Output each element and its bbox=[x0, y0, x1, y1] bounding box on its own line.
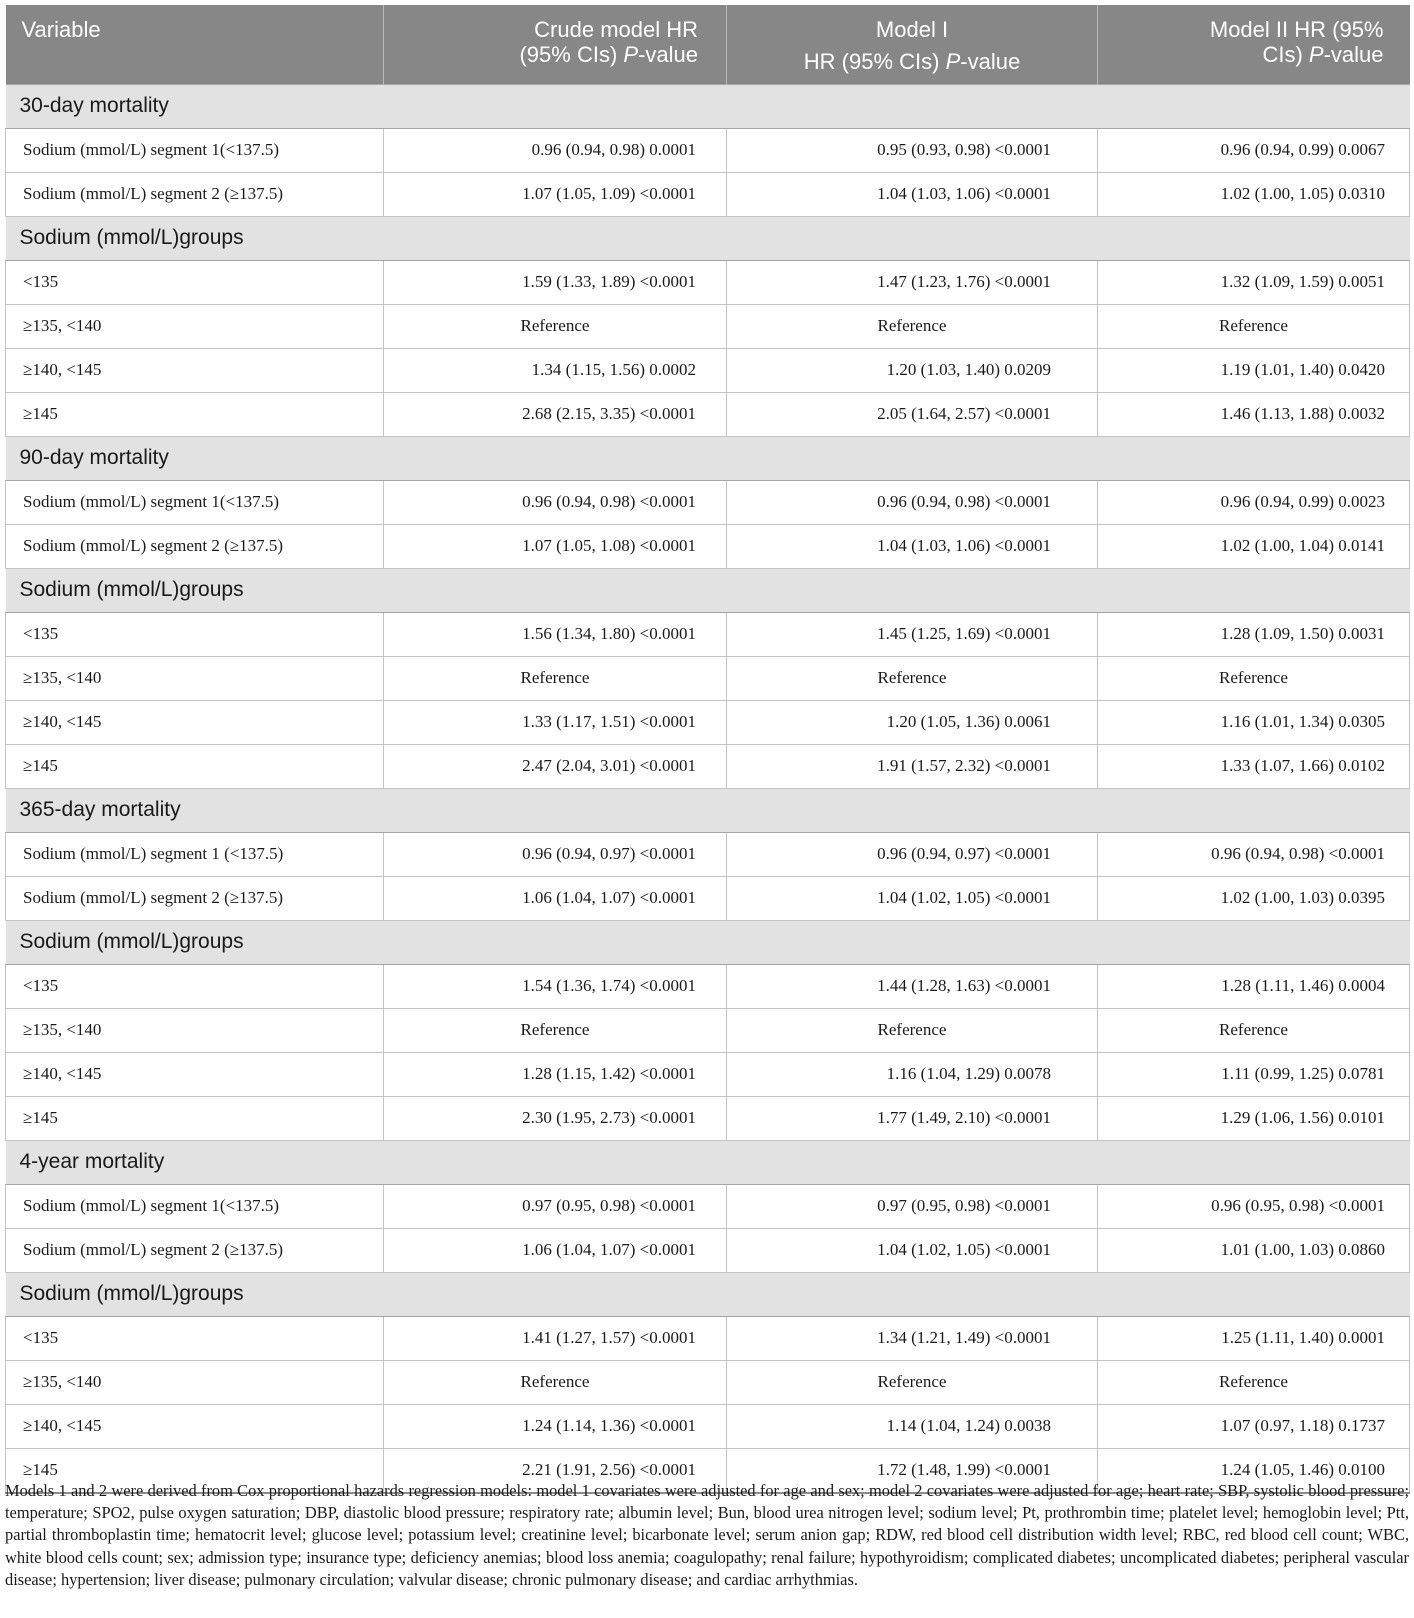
row-crude-value: 0.96 (0.94, 0.97) <0.0001 bbox=[384, 832, 727, 876]
section-title: 30-day mortality bbox=[6, 84, 1410, 128]
row-model1-value: 1.04 (1.03, 1.06) <0.0001 bbox=[727, 172, 1098, 216]
header-crude-model bbox=[384, 5, 727, 84]
table-row bbox=[6, 1404, 1410, 1448]
row-model2-value: 1.07 (0.97, 1.18) 0.1737 bbox=[1098, 1404, 1410, 1448]
header-model2-line1: Model II HR (95% bbox=[1209, 17, 1384, 42]
row-model2-value: 1.02 (1.00, 1.03) 0.0395 bbox=[1098, 876, 1410, 920]
section-title: Sodium (mmol/L)groups bbox=[6, 568, 1410, 612]
row-crude-value: 1.07 (1.05, 1.08) <0.0001 bbox=[384, 524, 727, 568]
row-variable: Sodium (mmol/L) segment 1(<137.5) bbox=[6, 1184, 384, 1228]
row-crude-value: 1.28 (1.15, 1.42) <0.0001 bbox=[384, 1052, 727, 1096]
row-model1-value: 1.04 (1.02, 1.05) <0.0001 bbox=[727, 876, 1098, 920]
row-model1-value: 1.16 (1.04, 1.29) 0.0078 bbox=[727, 1052, 1098, 1096]
table-footnote: Models 1 and 2 were derived from Cox proportional hazards regression models: model 1 covariates were adjusted for age and sex; model 2 covariates were adjusted for age; heart rate; SBP, systolic blood pressure; temperature; SPO2, pulse oxygen saturation; DBP, diastolic blood pressure; respiratory rate; albumin level; Bun, blood urea nitrogen level; sodium level; Pt, prothrombin time; platelet level; hemoglobin level; Ptt, partial thromboplastin time; hematocrit level; glucose level; potassium level; creatinine level; bicarbonate level; serum anion gap; RDW, red blood cell distribution width level; RBC, red blood cell count; WBC, white blood cells count; sex; admission type; insurance type; deficiency anemias; blood loss anemia; coagulopathy; renal failure; hypothyroidism; complicated diabetes; uncomplicated diabetes; peripheral vascular disease; hypertension; liver disease; pulmonary circulation; valvular disease; chronic pulmonary disease; and cardiac arrhythmias. bbox=[5, 1481, 1409, 1589]
table-row bbox=[6, 1316, 1410, 1360]
row-model2-value: 0.96 (0.94, 0.98) <0.0001 bbox=[1098, 832, 1410, 876]
row-variable: <135 bbox=[6, 964, 384, 1008]
row-crude-value: 2.30 (1.95, 2.73) <0.0001 bbox=[384, 1096, 727, 1140]
row-model1-value: 1.77 (1.49, 2.10) <0.0001 bbox=[727, 1096, 1098, 1140]
table-row bbox=[6, 1360, 1410, 1404]
header-model-2 bbox=[1098, 5, 1410, 84]
row-crude-value: 1.54 (1.36, 1.74) <0.0001 bbox=[384, 964, 727, 1008]
row-model2-value: 1.46 (1.13, 1.88) 0.0032 bbox=[1098, 392, 1410, 436]
row-model2-value: 1.16 (1.01, 1.34) 0.0305 bbox=[1098, 700, 1410, 744]
row-variable: ≥145 bbox=[6, 392, 384, 436]
header-crude-line2: (95% CIs) P-value bbox=[519, 42, 698, 67]
row-model2-value: 1.02 (1.00, 1.04) 0.0141 bbox=[1098, 524, 1410, 568]
row-model2-value: 1.01 (1.00, 1.03) 0.0860 bbox=[1098, 1228, 1410, 1272]
section-header-row bbox=[6, 1272, 1410, 1316]
section-header-row bbox=[6, 788, 1410, 832]
row-crude-value: 1.06 (1.04, 1.07) <0.0001 bbox=[384, 876, 727, 920]
section-title: Sodium (mmol/L)groups bbox=[6, 216, 1410, 260]
row-crude-value: 0.97 (0.95, 0.98) <0.0001 bbox=[384, 1184, 727, 1228]
row-model1-value: 0.96 (0.94, 0.97) <0.0001 bbox=[727, 832, 1098, 876]
results-table-container bbox=[5, 5, 1409, 1494]
row-variable: Sodium (mmol/L) segment 2 (≥137.5) bbox=[6, 876, 384, 920]
row-variable: Sodium (mmol/L) segment 1 (<137.5) bbox=[6, 832, 384, 876]
table-row bbox=[6, 260, 1410, 304]
header-variable: Variable bbox=[6, 5, 384, 84]
row-variable: ≥140, <145 bbox=[6, 700, 384, 744]
row-model2-value: 1.28 (1.11, 1.46) 0.0004 bbox=[1098, 964, 1410, 1008]
table-row bbox=[6, 524, 1410, 568]
row-variable: ≥140, <145 bbox=[6, 1052, 384, 1096]
row-model2-value: 1.28 (1.09, 1.50) 0.0031 bbox=[1098, 612, 1410, 656]
table-row bbox=[6, 700, 1410, 744]
table-row bbox=[6, 1008, 1410, 1052]
table-row bbox=[6, 612, 1410, 656]
row-variable: ≥135, <140 bbox=[6, 656, 384, 700]
table-row bbox=[6, 128, 1410, 172]
row-model2-value: 0.96 (0.94, 0.99) 0.0023 bbox=[1098, 480, 1410, 524]
row-model1-value: 1.14 (1.04, 1.24) 0.0038 bbox=[727, 1404, 1098, 1448]
row-crude-value: 0.96 (0.94, 0.98) 0.0001 bbox=[384, 128, 727, 172]
row-crude-value: Reference bbox=[384, 656, 727, 700]
table-body bbox=[6, 84, 1410, 1493]
row-model1-value: 0.95 (0.93, 0.98) <0.0001 bbox=[727, 128, 1098, 172]
row-model1-value: 1.44 (1.28, 1.63) <0.0001 bbox=[727, 964, 1098, 1008]
row-crude-value: 2.21 (1.91, 2.56) <0.0001 bbox=[384, 1448, 727, 1493]
header-crude-line1: Crude model HR bbox=[534, 17, 698, 42]
row-model1-value: 1.47 (1.23, 1.76) <0.0001 bbox=[727, 260, 1098, 304]
row-crude-value: 1.59 (1.33, 1.89) <0.0001 bbox=[384, 260, 727, 304]
row-crude-value: 1.41 (1.27, 1.57) <0.0001 bbox=[384, 1316, 727, 1360]
row-model1-value: Reference bbox=[727, 1008, 1098, 1052]
row-model2-value: 0.96 (0.94, 0.99) 0.0067 bbox=[1098, 128, 1410, 172]
table-row bbox=[6, 1096, 1410, 1140]
hazard-ratio-table bbox=[5, 5, 1410, 1494]
section-header-row bbox=[6, 1140, 1410, 1184]
row-model1-value: 1.20 (1.05, 1.36) 0.0061 bbox=[727, 700, 1098, 744]
row-crude-value: Reference bbox=[384, 304, 727, 348]
row-crude-value: 2.47 (2.04, 3.01) <0.0001 bbox=[384, 744, 727, 788]
row-model2-value: 1.25 (1.11, 1.40) 0.0001 bbox=[1098, 1316, 1410, 1360]
row-model1-value: 1.45 (1.25, 1.69) <0.0001 bbox=[727, 612, 1098, 656]
section-header-row bbox=[6, 568, 1410, 612]
row-variable: <135 bbox=[6, 612, 384, 656]
header-model1-line2: HR (95% CIs) P-value bbox=[803, 49, 1021, 74]
row-variable: Sodium (mmol/L) segment 1(<137.5) bbox=[6, 480, 384, 524]
header-model2-line2: CIs) P-value bbox=[1262, 42, 1384, 67]
row-model1-value: 0.96 (0.94, 0.98) <0.0001 bbox=[727, 480, 1098, 524]
row-variable: ≥135, <140 bbox=[6, 1008, 384, 1052]
row-variable: ≥145 bbox=[6, 1448, 384, 1493]
row-model2-value: 1.19 (1.01, 1.40) 0.0420 bbox=[1098, 348, 1410, 392]
row-model2-value: 1.24 (1.05, 1.46) 0.0100 bbox=[1098, 1448, 1410, 1493]
row-crude-value: Reference bbox=[384, 1360, 727, 1404]
row-crude-value: 0.96 (0.94, 0.98) <0.0001 bbox=[384, 480, 727, 524]
row-model2-value: 1.02 (1.00, 1.05) 0.0310 bbox=[1098, 172, 1410, 216]
row-variable: <135 bbox=[6, 260, 384, 304]
header-model1-line1: Model I bbox=[875, 17, 949, 42]
row-variable: ≥135, <140 bbox=[6, 304, 384, 348]
row-model1-value: 1.04 (1.02, 1.05) <0.0001 bbox=[727, 1228, 1098, 1272]
table-row bbox=[6, 744, 1410, 788]
section-header-row bbox=[6, 84, 1410, 128]
table-row bbox=[6, 876, 1410, 920]
row-variable: ≥145 bbox=[6, 1096, 384, 1140]
table-row bbox=[6, 304, 1410, 348]
table-row bbox=[6, 832, 1410, 876]
row-crude-value: 1.56 (1.34, 1.80) <0.0001 bbox=[384, 612, 727, 656]
section-header-row bbox=[6, 920, 1410, 964]
table-row bbox=[6, 392, 1410, 436]
table-row bbox=[6, 172, 1410, 216]
row-crude-value: 1.07 (1.05, 1.09) <0.0001 bbox=[384, 172, 727, 216]
row-model1-value: 2.05 (1.64, 2.57) <0.0001 bbox=[727, 392, 1098, 436]
row-crude-value: 1.34 (1.15, 1.56) 0.0002 bbox=[384, 348, 727, 392]
section-header-row bbox=[6, 436, 1410, 480]
row-variable: ≥135, <140 bbox=[6, 1360, 384, 1404]
row-crude-value: Reference bbox=[384, 1008, 727, 1052]
section-title: 4-year mortality bbox=[6, 1140, 1410, 1184]
row-model2-value: Reference bbox=[1098, 1360, 1410, 1404]
table-row bbox=[6, 656, 1410, 700]
row-variable: <135 bbox=[6, 1316, 384, 1360]
row-crude-value: 2.68 (2.15, 3.35) <0.0001 bbox=[384, 392, 727, 436]
row-crude-value: 1.06 (1.04, 1.07) <0.0001 bbox=[384, 1228, 727, 1272]
row-model1-value: 1.72 (1.48, 1.99) <0.0001 bbox=[727, 1448, 1098, 1493]
row-model2-value: 1.29 (1.06, 1.56) 0.0101 bbox=[1098, 1096, 1410, 1140]
section-title: 90-day mortality bbox=[6, 436, 1410, 480]
row-variable: Sodium (mmol/L) segment 2 (≥137.5) bbox=[6, 524, 384, 568]
row-model2-value: Reference bbox=[1098, 656, 1410, 700]
row-model1-value: 0.97 (0.95, 0.98) <0.0001 bbox=[727, 1184, 1098, 1228]
row-model1-value: 1.04 (1.03, 1.06) <0.0001 bbox=[727, 524, 1098, 568]
section-title: Sodium (mmol/L)groups bbox=[6, 1272, 1410, 1316]
row-crude-value: 1.33 (1.17, 1.51) <0.0001 bbox=[384, 700, 727, 744]
row-model1-value: 1.34 (1.21, 1.49) <0.0001 bbox=[727, 1316, 1098, 1360]
section-title: 365-day mortality bbox=[6, 788, 1410, 832]
row-model1-value: 1.91 (1.57, 2.32) <0.0001 bbox=[727, 744, 1098, 788]
row-model2-value: 1.11 (0.99, 1.25) 0.0781 bbox=[1098, 1052, 1410, 1096]
row-variable: Sodium (mmol/L) segment 2 (≥137.5) bbox=[6, 1228, 384, 1272]
row-model2-value: Reference bbox=[1098, 1008, 1410, 1052]
table-row bbox=[6, 1184, 1410, 1228]
table-row bbox=[6, 480, 1410, 524]
section-title: Sodium (mmol/L)groups bbox=[6, 920, 1410, 964]
row-variable: Sodium (mmol/L) segment 2 (≥137.5) bbox=[6, 172, 384, 216]
row-variable: ≥145 bbox=[6, 744, 384, 788]
row-model2-value: 1.32 (1.09, 1.59) 0.0051 bbox=[1098, 260, 1410, 304]
table-row bbox=[6, 1228, 1410, 1272]
row-model1-value: Reference bbox=[727, 304, 1098, 348]
row-model2-value: 1.33 (1.07, 1.66) 0.0102 bbox=[1098, 744, 1410, 788]
header-model-1 bbox=[727, 5, 1098, 84]
table-row bbox=[6, 1052, 1410, 1096]
row-variable: ≥140, <145 bbox=[6, 1404, 384, 1448]
row-variable: ≥140, <145 bbox=[6, 348, 384, 392]
row-model1-value: Reference bbox=[727, 1360, 1098, 1404]
row-crude-value: 1.24 (1.14, 1.36) <0.0001 bbox=[384, 1404, 727, 1448]
section-header-row bbox=[6, 216, 1410, 260]
table-row bbox=[6, 348, 1410, 392]
row-variable: Sodium (mmol/L) segment 1(<137.5) bbox=[6, 128, 384, 172]
row-model2-value: Reference bbox=[1098, 304, 1410, 348]
row-model1-value: 1.20 (1.03, 1.40) 0.0209 bbox=[727, 348, 1098, 392]
table-row bbox=[6, 964, 1410, 1008]
row-model2-value: 0.96 (0.95, 0.98) <0.0001 bbox=[1098, 1184, 1410, 1228]
table-header bbox=[6, 5, 1410, 84]
row-model1-value: Reference bbox=[727, 656, 1098, 700]
